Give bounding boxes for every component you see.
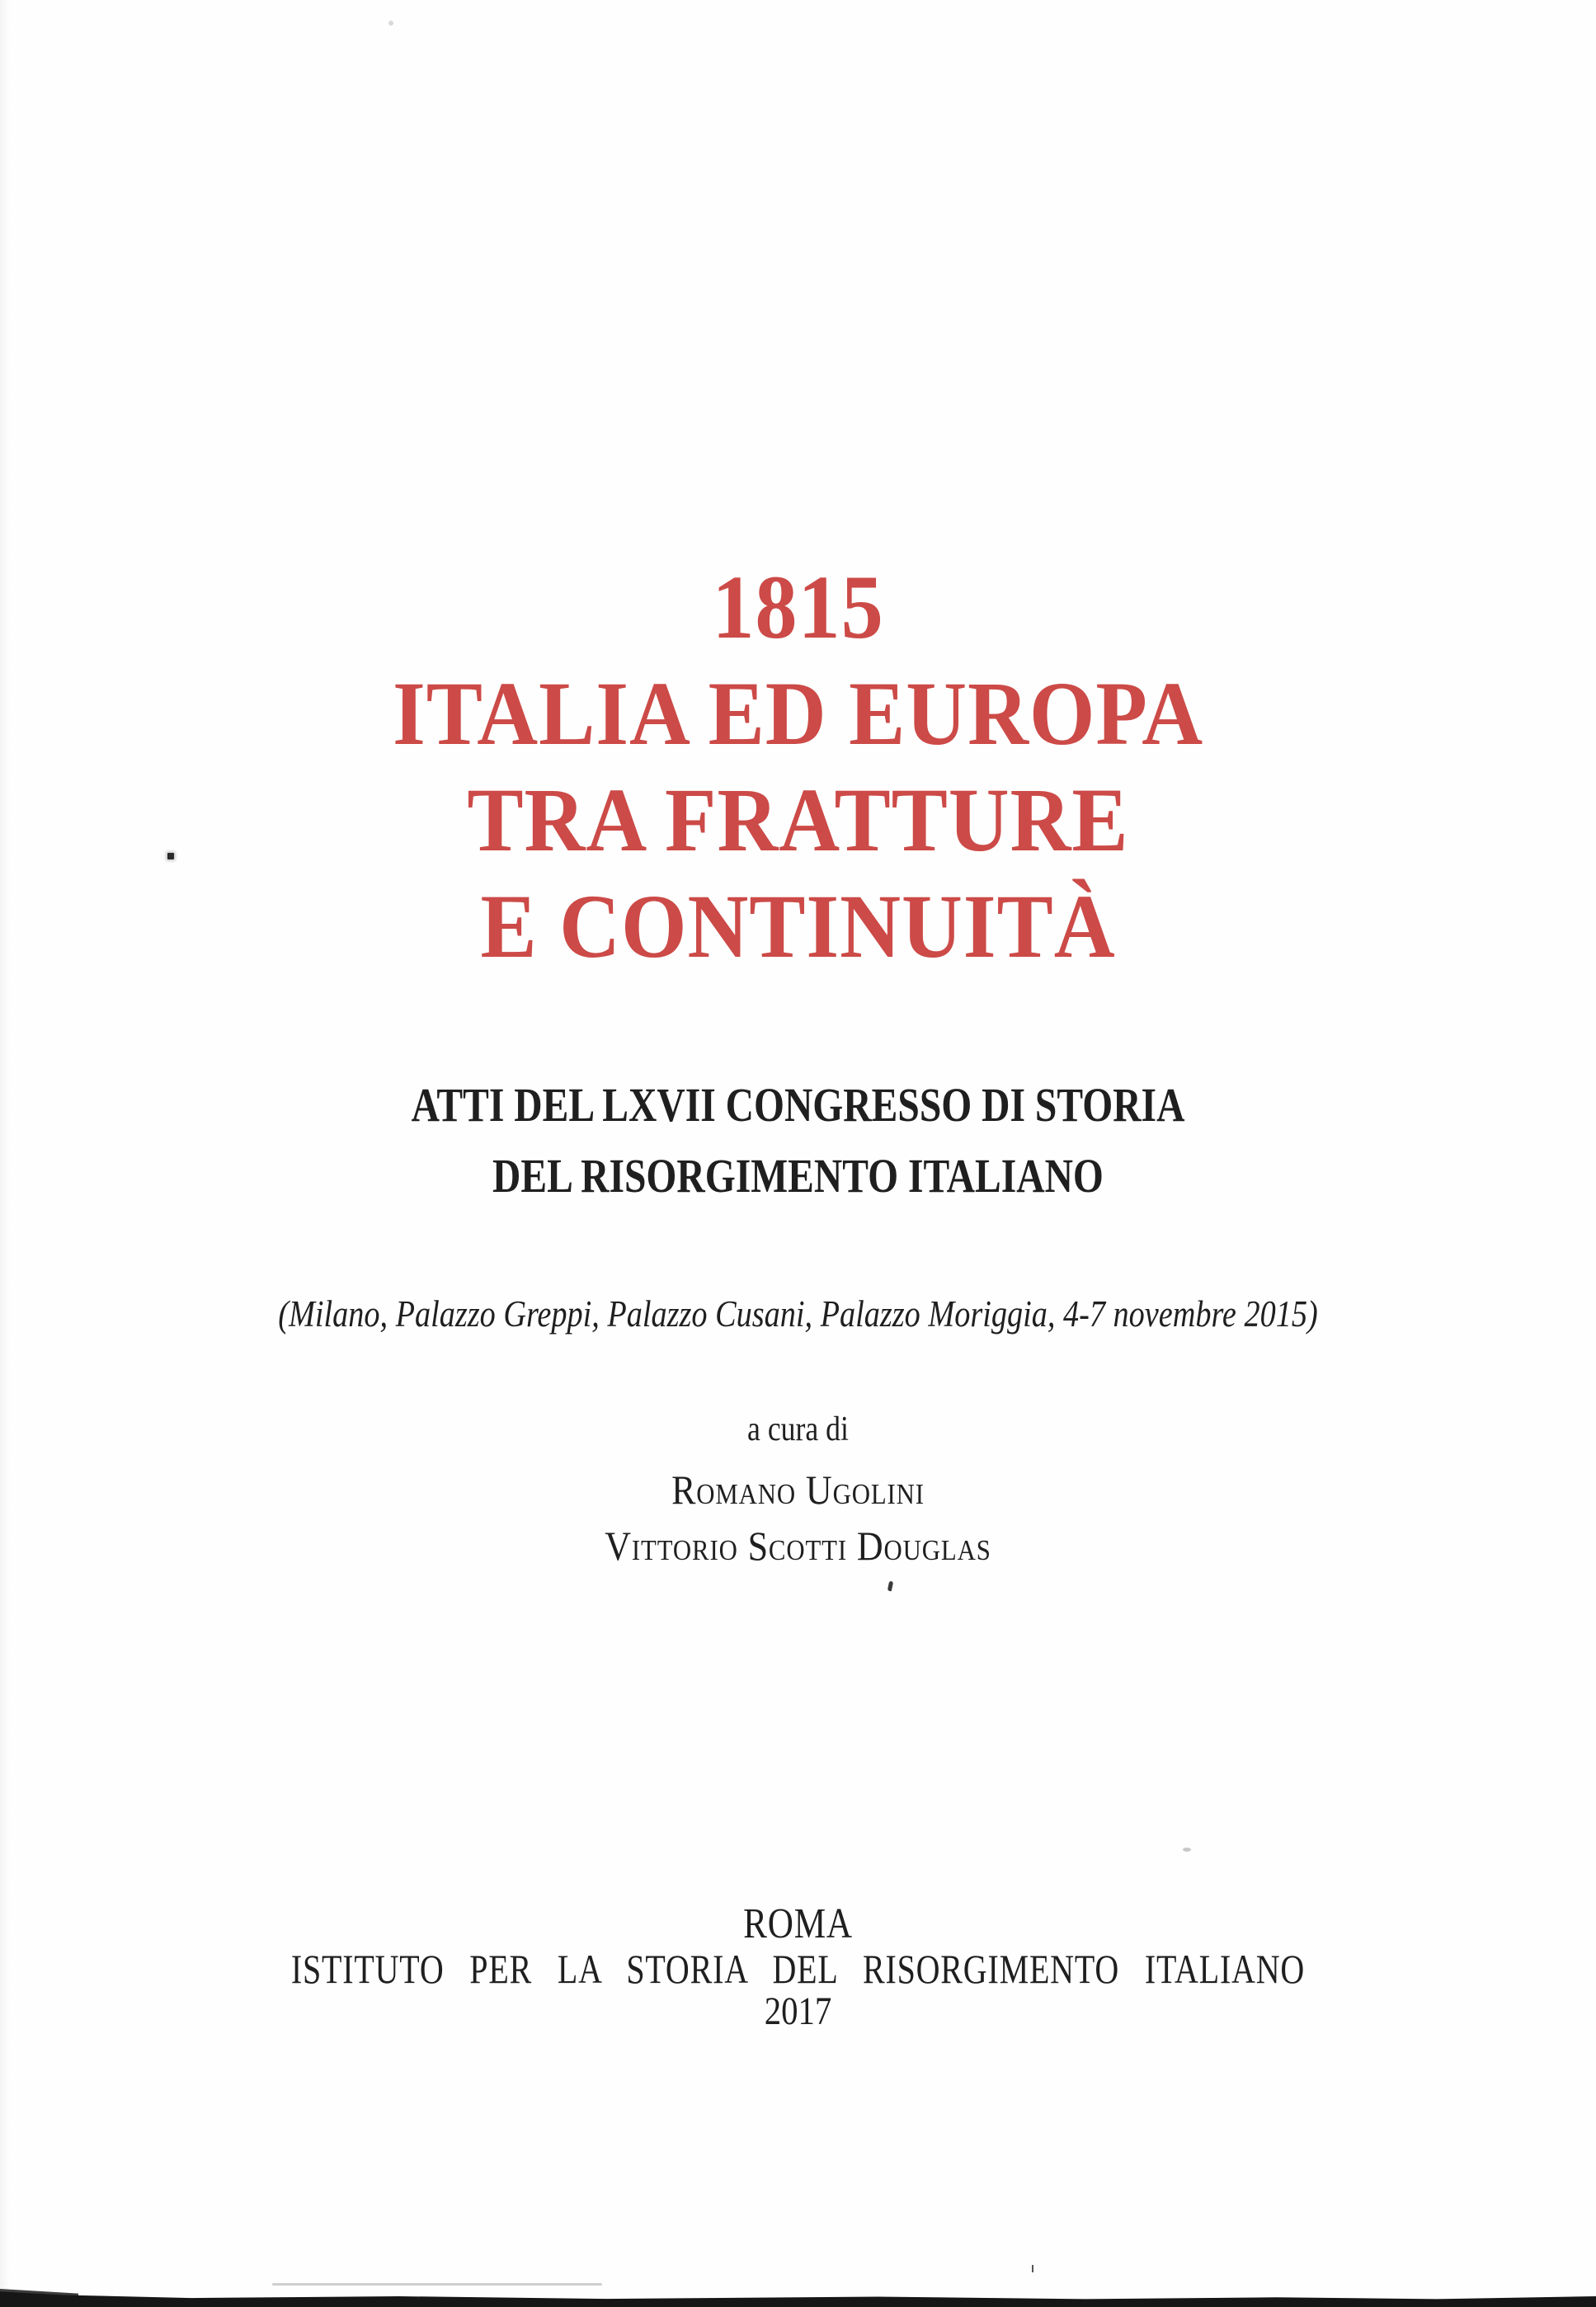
editors-list	[96, 1462, 1500, 1574]
editor-name-1: Romano Ugolini	[671, 1467, 925, 1513]
scan-speck-mark	[887, 1581, 893, 1592]
scan-streak	[272, 2283, 602, 2286]
scan-speck-faint-top	[388, 21, 393, 26]
imprint-year: 2017	[764, 1989, 832, 2033]
subtitle-line-2: DEL RISORGIMENTO ITALIANO	[492, 1149, 1104, 1203]
scan-edge-bar	[0, 2286, 1596, 2307]
subtitle-line-1: ATTI DEL LXVII CONGRESSO DI STORIA	[411, 1078, 1185, 1132]
venue-date-line: (Milano, Palazzo Greppi, Palazzo Cusani, Palazzo Moriggia, 4-7 novembre 2015)	[278, 1293, 1318, 1335]
edited-by-label: a cura di	[747, 1410, 849, 1448]
editor-name-2: Vittorio Scotti Douglas	[605, 1523, 991, 1569]
scan-speck-dot	[167, 853, 174, 859]
title-line-year: 1815	[712, 557, 884, 657]
imprint-place: ROMA	[743, 1900, 853, 1947]
book-title	[56, 554, 1541, 980]
scan-edge-shading	[0, 0, 10, 2307]
imprint-publisher: ISTITUTO PER LA STORIA DEL RISORGIMENTO ITALIANO	[290, 1946, 1306, 1992]
congress-subtitle	[144, 1070, 1452, 1212]
title-line-4: E CONTINUITÀ	[480, 876, 1116, 977]
title-line-2: ITALIA ED EUROPA	[392, 663, 1204, 764]
title-line-3: TRA FRATTURE	[467, 770, 1129, 870]
scan-tick	[1032, 2265, 1033, 2272]
scan-speck-faint	[1183, 1848, 1191, 1852]
